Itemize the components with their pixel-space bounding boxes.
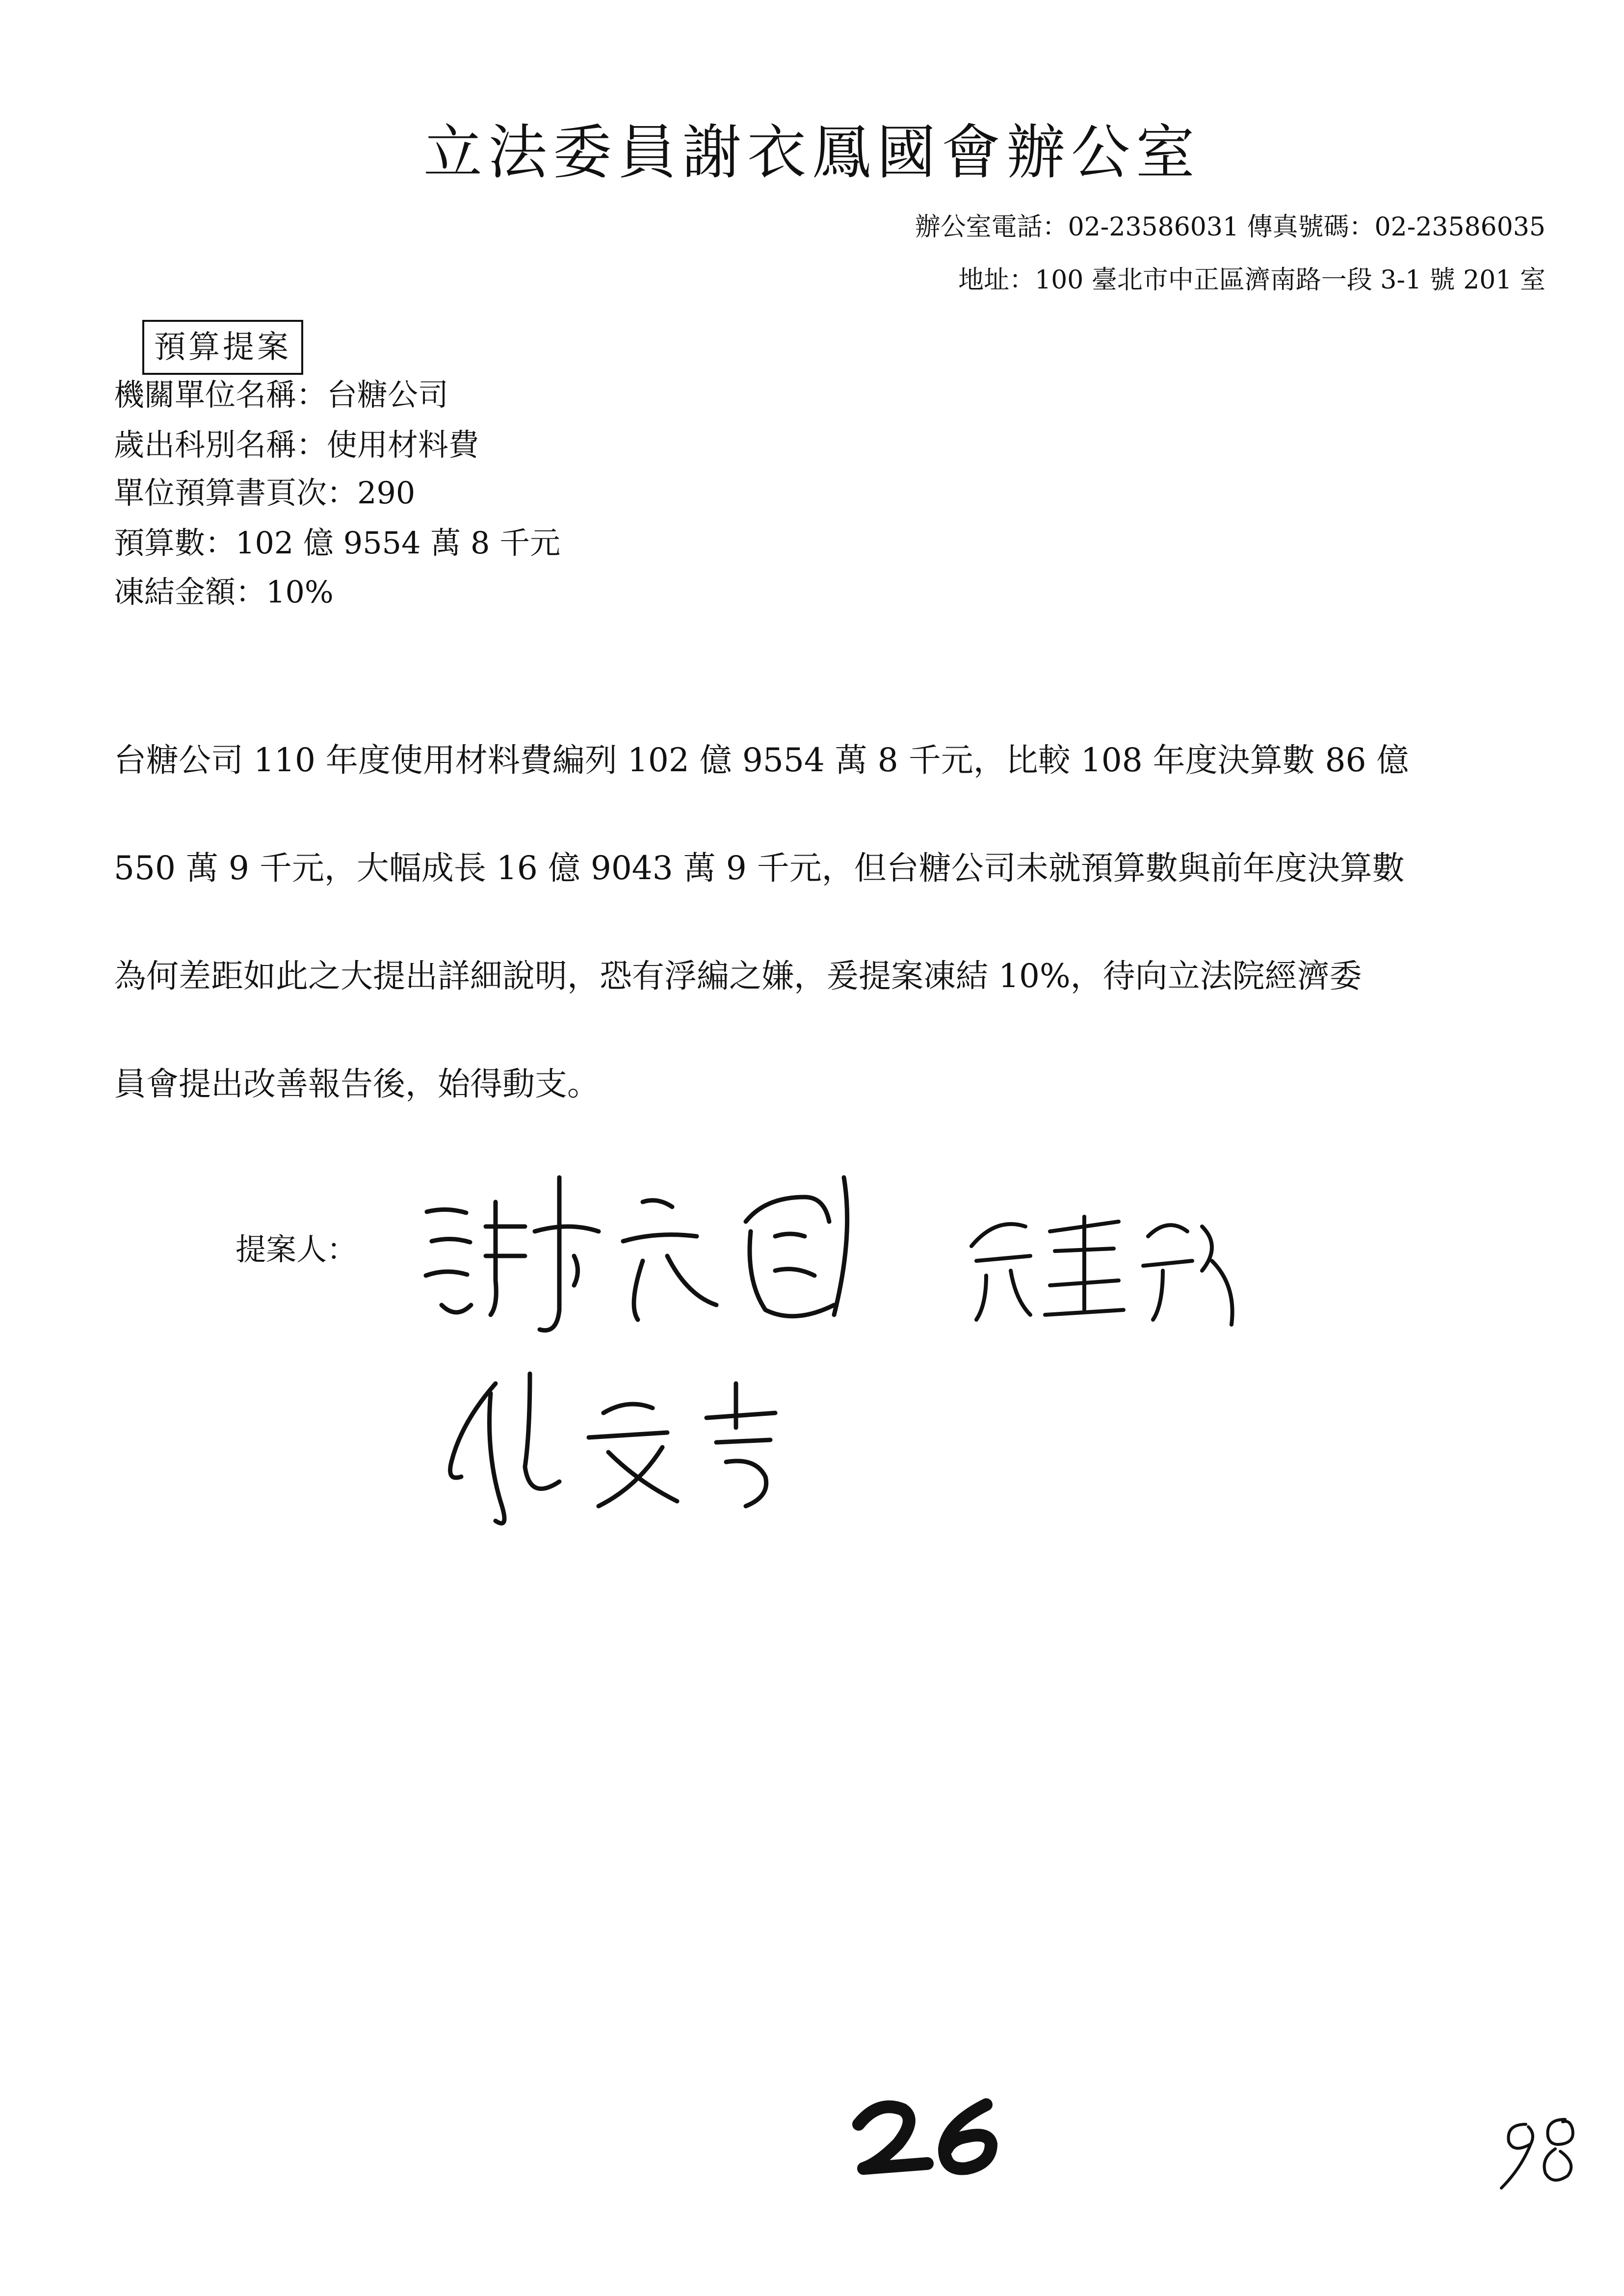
frozen-amount: 凍結金額：10% [114,574,334,610]
body-line: 為何差距如此之大提出詳細說明，恐有浮編之嫌，爰提案凍結 10%，待向立法院經濟委 [114,957,1362,995]
office-address: 地址：100 臺北市中正區濟南路一段 3-1 號 201 室 [958,265,1545,295]
expenditure-category: 歲出科別名稱：使用材料費 [114,427,479,463]
office-phone-fax: 辦公室電話：02-23586031 傳真號碼：02-23586035 [915,212,1545,242]
office-title: 立法委員謝衣鳳國會辦公室 [423,119,1201,187]
body-line: 台糖公司 110 年度使用材料費編列 102 億 9554 萬 8 千元，比較 108 年度決算數 86 億 [114,741,1409,779]
signature-weng-chongjun [957,1187,1251,1334]
signature-kong-wenji [432,1354,864,1540]
budget-amount: 預算數：102 億 9554 萬 8 千元 [114,525,561,561]
body-line: 550 萬 9 千元，大幅成長 16 億 9043 萬 9 千元，但台糖公司未就預算數與前年度決算數 [114,849,1405,887]
agency-name: 機關單位名稱：台糖公司 [114,377,449,413]
handwritten-page-mark [844,2090,1011,2183]
proposer-label: 提案人： [236,1231,358,1267]
handwritten-page-number [1482,2105,1590,2198]
budget-proposal-badge: 預算提案 [142,320,303,375]
budget-page-number: 單位預算書頁次：290 [114,475,416,511]
body-line: 員會提出改善報告後，始得動支。 [114,1065,600,1103]
signature-xie-yifeng [412,1158,864,1344]
